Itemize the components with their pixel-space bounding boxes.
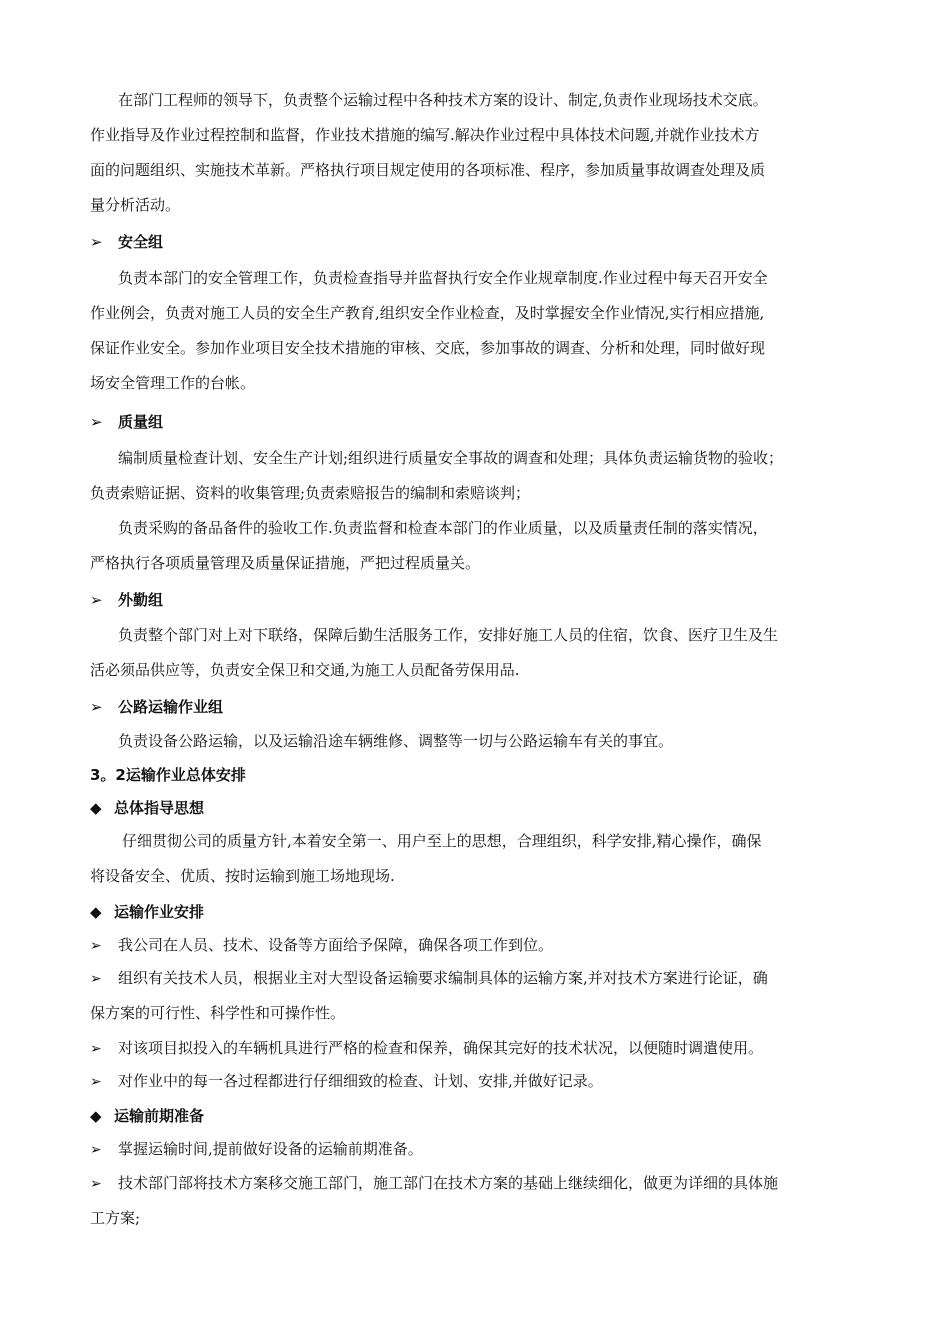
list-item: ➢ 掌握运输时间,提前做好设备的运输前期准备。 — [90, 1140, 423, 1158]
diamond-bullet-icon: ◆ — [90, 799, 102, 817]
paragraph-line: 在部门工程师的领导下，负责整个运输过程中各种技术方案的设计、制定,负责作业现场技术交底。 — [118, 91, 768, 109]
paragraph-line: 负责索赔证据、资料的收集管理;负责索赔报告的编制和索赔谈判； — [90, 484, 531, 502]
arrow-bullet-icon: ➢ — [90, 1176, 102, 1192]
heading-safety: ➢ 安全组 — [90, 233, 164, 251]
list-item: ➢ 对该项目拟投入的车辆机具进行严格的检查和保养，确保其完好的技术状况，以便随时调遣使用。 — [90, 1039, 764, 1057]
list-item: ➢ 我公司在人员、技术、设备等方面给予保障，确保各项工作到位。 — [90, 936, 554, 954]
paragraph-line: 严格执行各项质量管理及质量保证措施，严把过程质量关。 — [90, 554, 481, 572]
arrow-bullet-icon: ➢ — [90, 971, 102, 987]
list-item-continuation: 保方案的可行性、科学性和可操作性。 — [90, 1004, 346, 1022]
paragraph-line: 将设备安全、优质、按时运输到施工场地现场. — [90, 867, 395, 885]
list-item-continuation: 工方案; — [90, 1209, 141, 1227]
heading-road-transport: ➢ 公路运输作业组 — [90, 698, 224, 716]
paragraph-line: 保证作业安全。参加作业项目安全技术措施的审核、交底，参加事故的调查、分析和处理，同时做好现 — [90, 339, 766, 357]
paragraph-line: 负责采购的备品备件的验收工作.负责监督和检查本部门的作业质量，以及质量责任制的落实情况， — [118, 519, 768, 537]
paragraph-line: 场安全管理工作的台帐。 — [90, 374, 256, 392]
diamond-bullet-icon: ◆ — [90, 903, 102, 921]
heading-guiding: ◆ 总体指导思想 — [90, 799, 205, 817]
arrow-bullet-icon: ➢ — [90, 591, 103, 609]
arrow-bullet-icon: ➢ — [90, 1142, 102, 1158]
paragraph-line: 负责整个部门对上对下联络，保障后勤生活服务工作，安排好施工人员的住宿，饮食、医疗卫生及生 — [118, 626, 779, 644]
list-item: ➢ 技术部门部将技术方案移交施工部门，施工部门在技术方案的基础上继续细化，做更为详细的具体施 — [90, 1174, 779, 1192]
paragraph-line: 负责设备公路运输，以及运输沿途车辆维修、调整等一切与公路运输车有关的事宜。 — [118, 732, 674, 750]
paragraph-line: 编制质量检查计划、安全生产计划;组织进行质量安全事故的调查和处理；具体负责运输货物的验收； — [118, 449, 784, 467]
arrow-bullet-icon: ➢ — [90, 1041, 102, 1057]
paragraph-line: 负责本部门的安全管理工作，负责检查指导并监督执行安全作业规章制度.作业过程中每天召开安全 — [118, 269, 768, 287]
paragraph-line: 面的问题组织、实施技术革新。严格执行项目规定使用的各项标准、程序，参加质量事故调查处理及质 — [90, 161, 766, 179]
arrow-bullet-icon: ➢ — [90, 233, 103, 251]
list-item: ➢ 组织有关技术人员，根据业主对大型设备运输要求编制具体的运输方案,并对技术方案进行论证，确 — [90, 969, 768, 987]
section-title: 3。2运输作业总体安排 — [90, 766, 246, 784]
arrow-bullet-icon: ➢ — [90, 698, 103, 716]
heading-logistics: ➢ 外勤组 — [90, 591, 164, 609]
heading-quality: ➢ 质量组 — [90, 413, 164, 431]
paragraph-line: 仔细贯彻公司的质量方针,本着安全第一、用户至上的思想，合理组织，科学安排,精心操作，确保 — [122, 832, 762, 850]
paragraph-line: 量分析活动。 — [90, 196, 181, 214]
paragraph-line: 作业例会，负责对施工人员的安全生产教育,组织安全作业检查，及时掌握安全作业情况,实行相应措施, — [90, 304, 765, 322]
heading-preparation: ◆ 运输前期准备 — [90, 1107, 205, 1125]
heading-arrangement: ◆ 运输作业安排 — [90, 903, 205, 921]
diamond-bullet-icon: ◆ — [90, 1107, 102, 1125]
arrow-bullet-icon: ➢ — [90, 1074, 102, 1090]
paragraph-line: 活必须品供应等，负责安全保卫和交通,为施工人员配备劳保用品. — [90, 661, 520, 679]
arrow-bullet-icon: ➢ — [90, 938, 102, 954]
paragraph-line: 作业指导及作业过程控制和监督，作业技术措施的编写.解决作业过程中具体技术问题,并就作业技术方 — [90, 126, 760, 144]
list-item: ➢ 对作业中的每一各过程都进行仔细细致的检查、计划、安排,并做好记录。 — [90, 1072, 603, 1090]
arrow-bullet-icon: ➢ — [90, 413, 103, 431]
